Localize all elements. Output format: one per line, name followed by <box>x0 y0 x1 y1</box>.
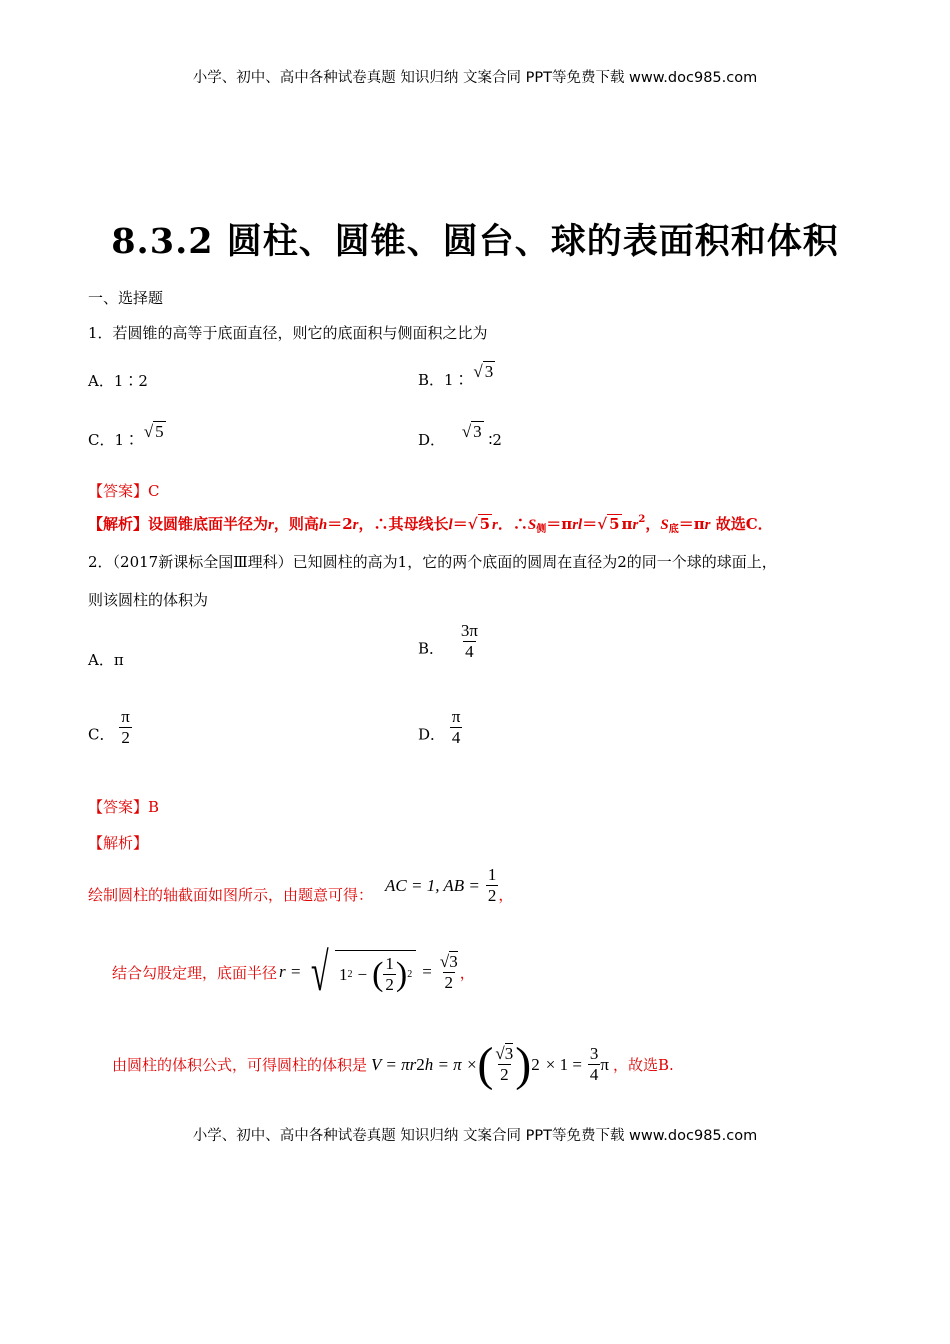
q2-analysis-tag: 【解析】 <box>88 834 149 852</box>
q1-analysis-text-5: ＝ <box>452 515 468 533</box>
q2-line2-minus: − <box>357 964 368 984</box>
q2-answer-value: B <box>148 798 160 816</box>
q2-line2-comma: ， <box>459 963 475 982</box>
q2-analysis-line-1 <box>88 866 513 905</box>
q1-option-c-radicand: 5 <box>155 422 164 441</box>
q2-option-d <box>418 708 462 747</box>
q1-sup-2: 2 <box>638 514 646 525</box>
q2-line2-paren-close: ) <box>395 955 408 993</box>
q1-option-a: A．1∶2 <box>88 372 148 390</box>
q2-option-b <box>418 622 480 661</box>
q2-option-d-numerator: π <box>451 707 461 726</box>
q1-option-d-sqrt: √ 3 <box>461 422 482 441</box>
q1-analysis-tag: 【解析】 <box>88 515 149 533</box>
q2-analysis-line-2 <box>112 942 475 1002</box>
q2-line3-num: √3 <box>495 1044 514 1064</box>
q2-option-b-fraction <box>459 622 480 661</box>
q1-option-d-tail: ∶2 <box>488 431 502 449</box>
q1-analysis-text-2: ，则高 <box>273 515 319 533</box>
q1-analysis-sqrt-2: √ 5 <box>597 515 620 533</box>
q2-option-d-fraction <box>450 708 463 747</box>
q1-option-b-radicand: 3 <box>484 362 494 381</box>
q1-var-r-5: r <box>704 517 711 533</box>
q1-var-l: l <box>448 517 453 533</box>
q2-line3-result-den: 4 <box>589 1065 599 1084</box>
q1-sub-ce: 侧 <box>536 524 547 535</box>
q2-answer <box>88 796 159 817</box>
page-footer: 小学、初中、高中各种试卷真题 知识归纳 文案合同 PPT等免费下载 www.doc985.com <box>192 1128 758 1144</box>
q1-var-rl: rl <box>572 517 583 533</box>
q1-stem: 1．若圆锥的高等于底面直径，则它的底面积与侧面积之比为 <box>88 324 488 342</box>
page-title: 8.3.2 圆柱、圆锥、圆台、球的表面积和体积 <box>111 221 839 262</box>
q1-answer <box>88 480 160 501</box>
q2-line1-fraction <box>486 866 499 905</box>
q2-stem-line-1: 2．（2017新课标全国Ⅲ理科）已知圆柱的高为1，它的两个底面的圆周在直径为2的同一个球的球面上， <box>88 553 777 571</box>
q2-line3-paren-close: ) <box>515 1038 532 1091</box>
q2-line2-fraction <box>383 955 396 994</box>
q1-analysis-text-6: ．∴ <box>497 515 528 533</box>
q2-line2-numerator: 1 <box>385 954 394 974</box>
q2-line2-result-den: 2 <box>444 972 454 992</box>
q2-line3-pi: π <box>600 1054 610 1074</box>
q2-answer-tag: 【答案】 <box>88 798 149 816</box>
q2-analysis-line-2-text: 结合勾股定理，底面半径 <box>112 963 278 982</box>
q1-option-b-label: B．1∶ <box>418 371 469 389</box>
q1-analysis-text-4: ，∴其母线长 <box>358 515 449 533</box>
q1-option-d <box>418 422 502 450</box>
q2-line3-V: V = πr <box>371 1054 417 1074</box>
q1-option-c <box>88 422 166 450</box>
q1-var-S-1: S <box>527 517 537 533</box>
q2-analysis-line-1-math: AC = 1, AB = <box>385 875 480 895</box>
q2-line3-result-num: 3 <box>589 1044 599 1064</box>
q2-line3-fraction <box>493 1045 515 1084</box>
q2-line3-paren-open: ( <box>477 1038 494 1091</box>
q2-line2-sup-b: 2 <box>407 969 413 980</box>
q1-option-b-sqrt: √ 3 <box>473 362 494 381</box>
page-header: 小学、初中、高中各种试卷真题 知识归纳 文案合同 PPT等免费下载 www.doc985.com <box>192 70 758 86</box>
q2-line2-radicand <box>335 950 416 994</box>
q2-line2-denominator: 2 <box>385 975 394 994</box>
q1-analysis-radicand-2: 5 <box>609 515 620 533</box>
q2-line2-equals: = <box>422 962 432 981</box>
q2-analysis-line-1-text: 绘制圆柱的轴截面如图所示，由题意可得： <box>88 886 374 904</box>
q1-sub-di: 底 <box>668 524 679 535</box>
q2-option-c-label: C． <box>88 725 115 744</box>
q1-var-r-4: r <box>632 517 639 533</box>
q1-analysis-text-7: ＝π <box>546 515 573 533</box>
q2-line2-result <box>438 953 460 992</box>
q2-line2-r: r = <box>279 962 302 981</box>
q1-option-d-radicand: 3 <box>473 422 482 441</box>
q2-line1-numerator: 1 <box>487 865 497 885</box>
q2-line3-times: × 1 = <box>545 1054 582 1074</box>
q2-option-c-fraction <box>119 708 132 747</box>
q2-line2-result-radicand: 3 <box>449 951 458 971</box>
q2-line2-sup-a: 2 <box>347 969 353 980</box>
q1-analysis-radicand-1: 5 <box>479 515 491 533</box>
q2-analysis-line-3 <box>112 1037 674 1092</box>
q2-line3-h: h = π × <box>424 1054 478 1074</box>
q1-analysis-text-1: 设圆锥底面半径为 <box>148 515 269 533</box>
q2-option-b-label: B． <box>418 639 445 658</box>
q2-line3-result <box>588 1045 601 1084</box>
q2-line2-paren-open: ( <box>372 955 384 993</box>
q1-analysis-text-11: ＝π <box>678 515 705 533</box>
q2-line3-tail: ，故选B. <box>613 1056 674 1074</box>
q1-analysis-text-8: ＝ <box>582 515 598 533</box>
q2-line1-denominator: 2 <box>487 886 497 905</box>
q2-option-d-denominator: 4 <box>451 727 461 747</box>
q1-analysis-text-3: ＝2 <box>327 515 353 533</box>
q2-option-c-denominator: 2 <box>121 727 130 747</box>
q1-analysis-text-9: π <box>621 515 633 533</box>
q2-line3-sup-2: 2 <box>531 1054 540 1074</box>
q2-line1-comma: ， <box>498 886 514 904</box>
q1-var-S-2: S <box>660 517 669 533</box>
q2-line3-sup-r: 2 <box>416 1054 425 1074</box>
q2-line2-sqrt <box>305 942 416 1002</box>
q1-var-r-1: r <box>268 517 274 533</box>
q2-line2-one: 1 <box>339 964 348 984</box>
q2-analysis-line-3-text: 由圆柱的体积公式，可得圆柱的体积是 <box>112 1056 368 1074</box>
q2-option-b-denominator: 4 <box>465 641 474 661</box>
q1-analysis-sqrt-1: √ 5 <box>467 515 491 533</box>
q2-stem-line-2: 则该圆柱的体积为 <box>88 591 209 609</box>
q1-option-d-label: D． <box>418 431 446 449</box>
q2-line2-result-num: √3 <box>439 951 458 971</box>
q2-line3-den: 2 <box>500 1065 509 1084</box>
q1-var-r-3: r <box>492 517 498 533</box>
q2-option-c <box>88 708 132 747</box>
q2-option-c-numerator: π <box>121 707 130 726</box>
q2-line2-radical-sign: √ <box>311 942 330 1002</box>
q2-option-d-label: D． <box>418 725 446 744</box>
q2-option-a: A．π <box>88 651 124 669</box>
q2-option-b-numerator: 3π <box>460 621 478 640</box>
q1-analysis-text-12: 故选C． <box>710 515 773 533</box>
q1-option-b <box>418 362 495 390</box>
q1-answer-tag: 【答案】 <box>88 482 149 500</box>
q2-line3-radicand: 3 <box>504 1044 514 1064</box>
section-heading: 一、选择题 <box>88 289 164 307</box>
q1-answer-value: C <box>148 482 160 500</box>
q1-analysis-text-10: ， <box>645 515 661 533</box>
q1-var-r-2: r <box>352 517 359 533</box>
q1-var-h: h <box>318 517 328 533</box>
q1-option-c-sqrt: √ 5 <box>143 422 164 441</box>
q1-analysis <box>88 513 773 535</box>
q1-option-c-label: C．1∶ <box>88 431 140 449</box>
